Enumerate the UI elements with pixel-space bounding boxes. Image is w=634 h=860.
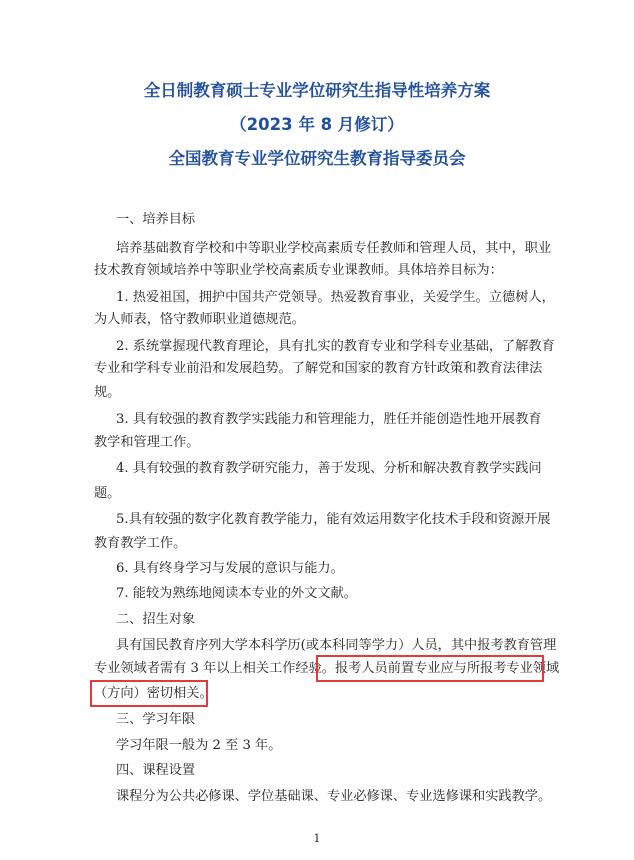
paragraph-line: 专业和学科专业前沿和发展趋势。了解党和国家的教育方针政策和教育法律法 xyxy=(94,361,543,376)
paragraph-line: （方向）密切相关。 xyxy=(94,686,213,701)
document-subtitle: （2023 年 8 月修订） xyxy=(230,115,404,134)
paragraph-line: 专业领域者需有 3 年以上相关工作经验。报考人员前置专业应与所报考专业领域 xyxy=(94,661,560,676)
paragraph-line: 教育教学工作。 xyxy=(94,536,187,551)
paragraph-line: 教学和管理工作。 xyxy=(94,435,200,450)
paragraph-line: 具有国民教育序列大学本科学历(或本科同等学力）人员，其中报考教育管理 xyxy=(116,638,557,653)
paragraph-line: 6. 具有终身学习与发展的意识与能力。 xyxy=(116,561,344,576)
section-heading-goals: 一、培养目标 xyxy=(116,212,196,227)
paragraph-line: 2. 系统掌握现代教育理论，具有扎实的教育专业和学科专业基础，了解教育 xyxy=(116,339,555,354)
paragraph-line: 3. 具有较强的教育教学实践能力和管理能力，胜任并能创造性地开展教育 xyxy=(116,412,542,427)
section-heading-duration: 三、学习年限 xyxy=(116,712,196,727)
page-number: 1 xyxy=(313,832,321,845)
paragraph-line: 5.具有较强的数字化教育教学能力，能有效运用数字化技术手段和资源开展 xyxy=(116,512,551,527)
highlight-box xyxy=(316,655,544,682)
paragraph-line: 题。 xyxy=(94,486,121,501)
paragraph-line: 4. 具有较强的教育教学研究能力，善于发现、分析和解决教育教学实践问 xyxy=(116,461,542,476)
paragraph-line: 技术教育领域培养中等职业学校高素质专业课教师。具体培养目标为： xyxy=(94,263,503,278)
section-heading-courses: 四、课程设置 xyxy=(116,763,196,778)
document-title: 全日制教育硕士专业学位研究生指导性培养方案 xyxy=(143,81,491,100)
paragraph-line: 课程分为公共必修课、学位基础课、专业必修课、专业选修课和实践教学。 xyxy=(116,789,552,804)
section-heading-enrollment: 二、招生对象 xyxy=(116,612,196,627)
paragraph-line: 规。 xyxy=(94,385,121,400)
paragraph-line: 学习年限一般为 2 至 3 年。 xyxy=(116,738,282,753)
paragraph-line: 为人师表，恪守教师职业道德规范。 xyxy=(94,312,305,327)
paragraph-line: 培养基础教育学校和中等职业学校高素质专任教师和管理人员，其中，职业 xyxy=(116,241,552,256)
paragraph-line: 7. 能较为熟练地阅读本专业的外文文献。 xyxy=(116,586,357,601)
document-issuer: 全国教育专业学位研究生教育指导委员会 xyxy=(168,149,466,168)
highlight-box xyxy=(90,680,208,707)
paragraph-line: 1. 热爱祖国，拥护中国共产党领导。热爱教育事业，关爱学生。立德树人， xyxy=(116,290,555,305)
